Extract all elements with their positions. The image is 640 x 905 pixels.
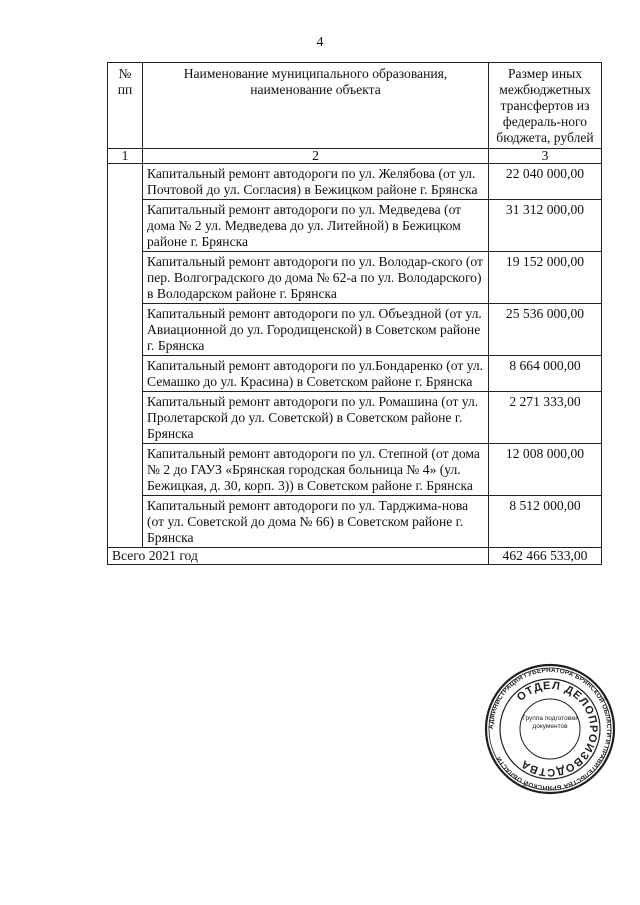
header-name: Наименование муниципального образования, наименование объекта xyxy=(143,63,489,149)
object-amount: 25 536 000,00 xyxy=(489,304,602,356)
object-name: Капитальный ремонт автодороги по ул. Ромашина (от ул. Пролетарской до ул. Советской) в Советском районе г. Брянска xyxy=(143,392,489,444)
object-name: Капитальный ремонт автодороги по ул. Тарджима-нова (от ул. Советской до дома № 66) в Советском районе г. Брянска xyxy=(143,496,489,548)
object-name: Капитальный ремонт автодороги по ул. Желябова (от ул. Почтовой до ул. Согласия) в Бежицком районе г. Брянска xyxy=(143,164,489,200)
object-name: Капитальный ремонт автодороги по ул.Бондаренко (от ул. Семашко до ул. Красина) в Советском районе г. Брянска xyxy=(143,356,489,392)
header-amount: Размер иных межбюджетных трансфертов из федераль-ного бюджета, рублей xyxy=(489,63,602,149)
stamp-seal-icon xyxy=(484,663,616,795)
object-name: Капитальный ремонт автодороги по ул. Объездной (от ул. Авиационной до ул. Городищенской) в Советском районе г. Брянска xyxy=(143,304,489,356)
table-row xyxy=(108,252,602,304)
row-number-cell xyxy=(108,164,143,548)
stamp-inner-text: ОТДЕЛ ДЕЛОПРОИЗВОДСТВА xyxy=(514,679,600,779)
column-number: 1 xyxy=(108,149,143,164)
object-name: Капитальный ремонт автодороги по ул. Володар-ского (от пер. Волгоградского до дома № 62-а по ул. Володарского) в Володарском районе г. Брянска xyxy=(143,252,489,304)
transfers-table xyxy=(107,62,602,565)
total-label: Всего 2021 год xyxy=(108,548,489,565)
table-row xyxy=(108,304,602,356)
object-name: Капитальный ремонт автодороги по ул. Медведева (от дома № 2 ул. Медведева до ул. Литейной) в Бежицком районе г. Брянска xyxy=(143,200,489,252)
object-amount: 8 664 000,00 xyxy=(489,356,602,392)
department-stamp xyxy=(484,663,616,795)
table-row xyxy=(108,200,602,252)
object-amount: 8 512 000,00 xyxy=(489,496,602,548)
column-number: 3 xyxy=(489,149,602,164)
object-amount: 22 040 000,00 xyxy=(489,164,602,200)
table-row xyxy=(108,496,602,548)
stamp-center-text: Группа подготовки документов xyxy=(522,715,578,730)
table-row xyxy=(108,444,602,496)
object-amount: 2 271 333,00 xyxy=(489,392,602,444)
header-number: № пп xyxy=(108,63,143,149)
total-amount: 462 466 533,00 xyxy=(489,548,602,565)
total-row xyxy=(108,548,602,565)
table-row xyxy=(108,392,602,444)
table-header-row xyxy=(108,63,602,149)
table-row xyxy=(108,164,602,200)
object-amount: 12 008 000,00 xyxy=(489,444,602,496)
page-number: 4 xyxy=(316,35,324,50)
column-number-row xyxy=(108,149,602,164)
column-number: 2 xyxy=(143,149,489,164)
object-amount: 19 152 000,00 xyxy=(489,252,602,304)
stamp-outer-text: АДМИНИСТРАЦИЯ ГУБЕРНАТОРА БРЯНСКОЙ ОБЛАСТИ И ПРАВИТЕЛЬСТВА БРЯНСКОЙ ОБЛАСТИ xyxy=(487,666,613,792)
object-name: Капитальный ремонт автодороги по ул. Степной (от дома № 2 до ГАУЗ «Брянская городская больница № 4» (ул. Бежицкая, д. 30, корп. 3)) в Советском районе г. Брянска xyxy=(143,444,489,496)
table-row xyxy=(108,356,602,392)
object-amount: 31 312 000,00 xyxy=(489,200,602,252)
